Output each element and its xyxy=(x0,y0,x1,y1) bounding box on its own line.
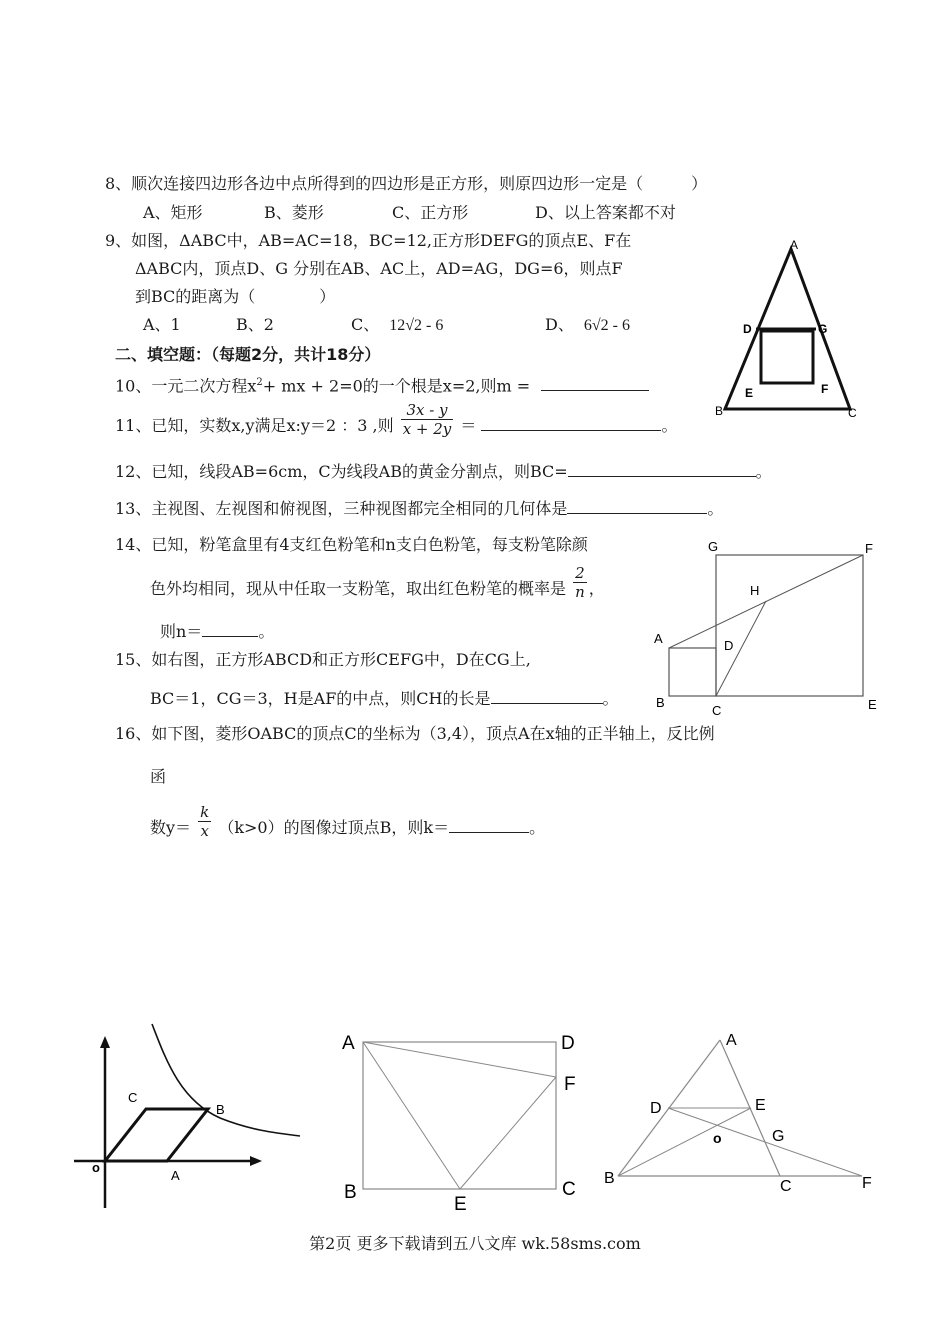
q15-label-g: G xyxy=(708,539,719,554)
q9-option-a: A、1 xyxy=(143,315,181,334)
q15-line1: 15、如右图，正方形ABCD和正方形CEFG中，D在CG上, xyxy=(115,650,531,669)
q10-answer-blank[interactable] xyxy=(541,374,649,391)
q9-label-f: F xyxy=(821,382,829,396)
q11-answer-blank[interactable] xyxy=(481,414,661,431)
q14-fraction: $\frac{2}{n}$ xyxy=(575,564,585,601)
q15-label-e: E xyxy=(868,697,877,712)
fig1-label-a: A xyxy=(171,1168,180,1183)
q8-option-b: B、菱形 xyxy=(264,203,324,222)
q14-line2: 色外均相同，现从中任取一支粉笔，取出红色粉笔的概率是 $\frac{2}{n}$ ， xyxy=(150,564,605,601)
triangle-parallel-figure xyxy=(600,1025,885,1200)
section2-title: 二、填空题：（每题2分，共计18分） xyxy=(115,345,381,364)
fig2-label-a: A xyxy=(342,1033,355,1054)
fig2-label-d: D xyxy=(561,1033,575,1054)
q12-answer-blank[interactable] xyxy=(568,460,756,477)
q9-label-c: C xyxy=(848,406,857,420)
q8-stem: 8、顺次连接四边形各边中点所得到的四边形是正方形，则原四边形一定是（ ） xyxy=(105,174,708,193)
q15-squares-figure xyxy=(645,535,890,720)
fig2-label-f: F xyxy=(564,1074,576,1095)
q13-answer-blank[interactable] xyxy=(567,497,707,514)
q15-answer-blank[interactable] xyxy=(491,687,603,704)
q15-label-h: H xyxy=(750,583,760,598)
q9-line2: ΔABC内，顶点D、G 分别在AB、AC上，AD=AG，DG=6，则点F xyxy=(135,259,623,278)
q14-answer-blank[interactable] xyxy=(202,620,258,637)
fig3-label-f: F xyxy=(862,1175,872,1192)
q9-option-d-expr: 6√2 - 6 xyxy=(583,317,630,334)
fig3-label-d: D xyxy=(650,1100,662,1117)
q15-label-d: D xyxy=(724,638,734,653)
q12: 12、已知，线段AB=6cm，C为线段AB的黄金分割点，则BC= 。 xyxy=(115,462,772,481)
q10: 10、一元二次方程$x^2+$ mx + 2=0的一个根是x=2,则m = xyxy=(115,372,649,397)
q14-line3: 则n＝ 。 xyxy=(160,622,275,641)
q9-label-b: B xyxy=(715,404,724,418)
q9-triangle-figure xyxy=(705,235,870,420)
q16-line2: 函 xyxy=(150,767,167,786)
fig2-label-b: B xyxy=(344,1182,357,1203)
q15-label-b: B xyxy=(656,695,665,710)
fig1-label-c: C xyxy=(128,1090,138,1105)
q9-label-a: A xyxy=(790,238,799,252)
q9-label-e: E xyxy=(745,386,754,400)
q8-option-a: A、矩形 xyxy=(143,203,203,222)
q9-label-d: D xyxy=(743,322,752,336)
fig1-label-b: B xyxy=(216,1102,225,1117)
q9-option-d: D、 6√2 - 6 xyxy=(545,315,630,334)
q9-line1: 9、如图，ΔABC中，AB=AC=18，BC=12,正方形DEFG的顶点E、F在 xyxy=(105,231,632,250)
fig3-label-g: G xyxy=(772,1128,785,1145)
q8-option-c: C、正方形 xyxy=(392,203,469,222)
q13: 13、主视图、左视图和俯视图，三种视图都完全相同的几何体是 。 xyxy=(115,499,724,518)
q16-answer-blank[interactable] xyxy=(449,816,529,833)
q9-line3: 到BC的距离为（ ） xyxy=(135,287,336,306)
q8-option-d: D、以上答案都不对 xyxy=(535,203,676,222)
q9-option-b: B、2 xyxy=(236,315,274,334)
q16-line1: 16、如下图，菱形OABC的顶点C的坐标为（3,4），顶点A在x轴的正半轴上，反比例 xyxy=(115,724,715,743)
q16-rhombus-figure xyxy=(70,1020,305,1210)
fig3-label-b: B xyxy=(604,1170,615,1187)
q15-line2: BC＝1，CG＝3，H是AF的中点，则CH的长是 。 xyxy=(150,689,619,708)
fig2-label-c: C xyxy=(562,1179,576,1200)
q14-line1: 14、已知，粉笔盒里有4支红色粉笔和n支白色粉笔，每支粉笔除颜 xyxy=(115,535,588,554)
fig1-label-o: o xyxy=(92,1160,100,1175)
q15-label-c: C xyxy=(712,703,722,718)
q9-option-c-expr: 12√2 - 6 xyxy=(389,317,444,334)
fig3-label-a: A xyxy=(726,1032,737,1049)
q11-fraction: $\frac{3x - y}{x + 2y}$ xyxy=(402,401,452,438)
rectangle-fold-figure xyxy=(335,1025,585,1215)
q15-label-a: A xyxy=(654,631,663,646)
fig2-label-e: E xyxy=(454,1194,467,1215)
fig3-label-e: E xyxy=(755,1097,766,1114)
q9-label-g: G xyxy=(818,322,828,336)
q16-fraction: $\frac{k}{x}$ xyxy=(200,803,210,840)
fig3-label-c: C xyxy=(780,1178,792,1195)
fig3-label-o: o xyxy=(713,1130,722,1146)
q11: 11、已知，实数x,y满足x:y＝2 ：3 ,则 $\frac{3x - y}{x + 2y}$ ＝ 。 xyxy=(115,401,678,438)
page-footer: 第2页 更多下载请到五八文库 wk.58sms.com xyxy=(309,1234,641,1253)
q16-line3: 数y＝ $\frac{k}{x}$ （k>0）的图像过顶点B，则k＝ 。 xyxy=(150,803,546,840)
q15-label-f: F xyxy=(865,541,873,556)
q9-option-c: C、 12√2 - 6 xyxy=(351,315,444,334)
